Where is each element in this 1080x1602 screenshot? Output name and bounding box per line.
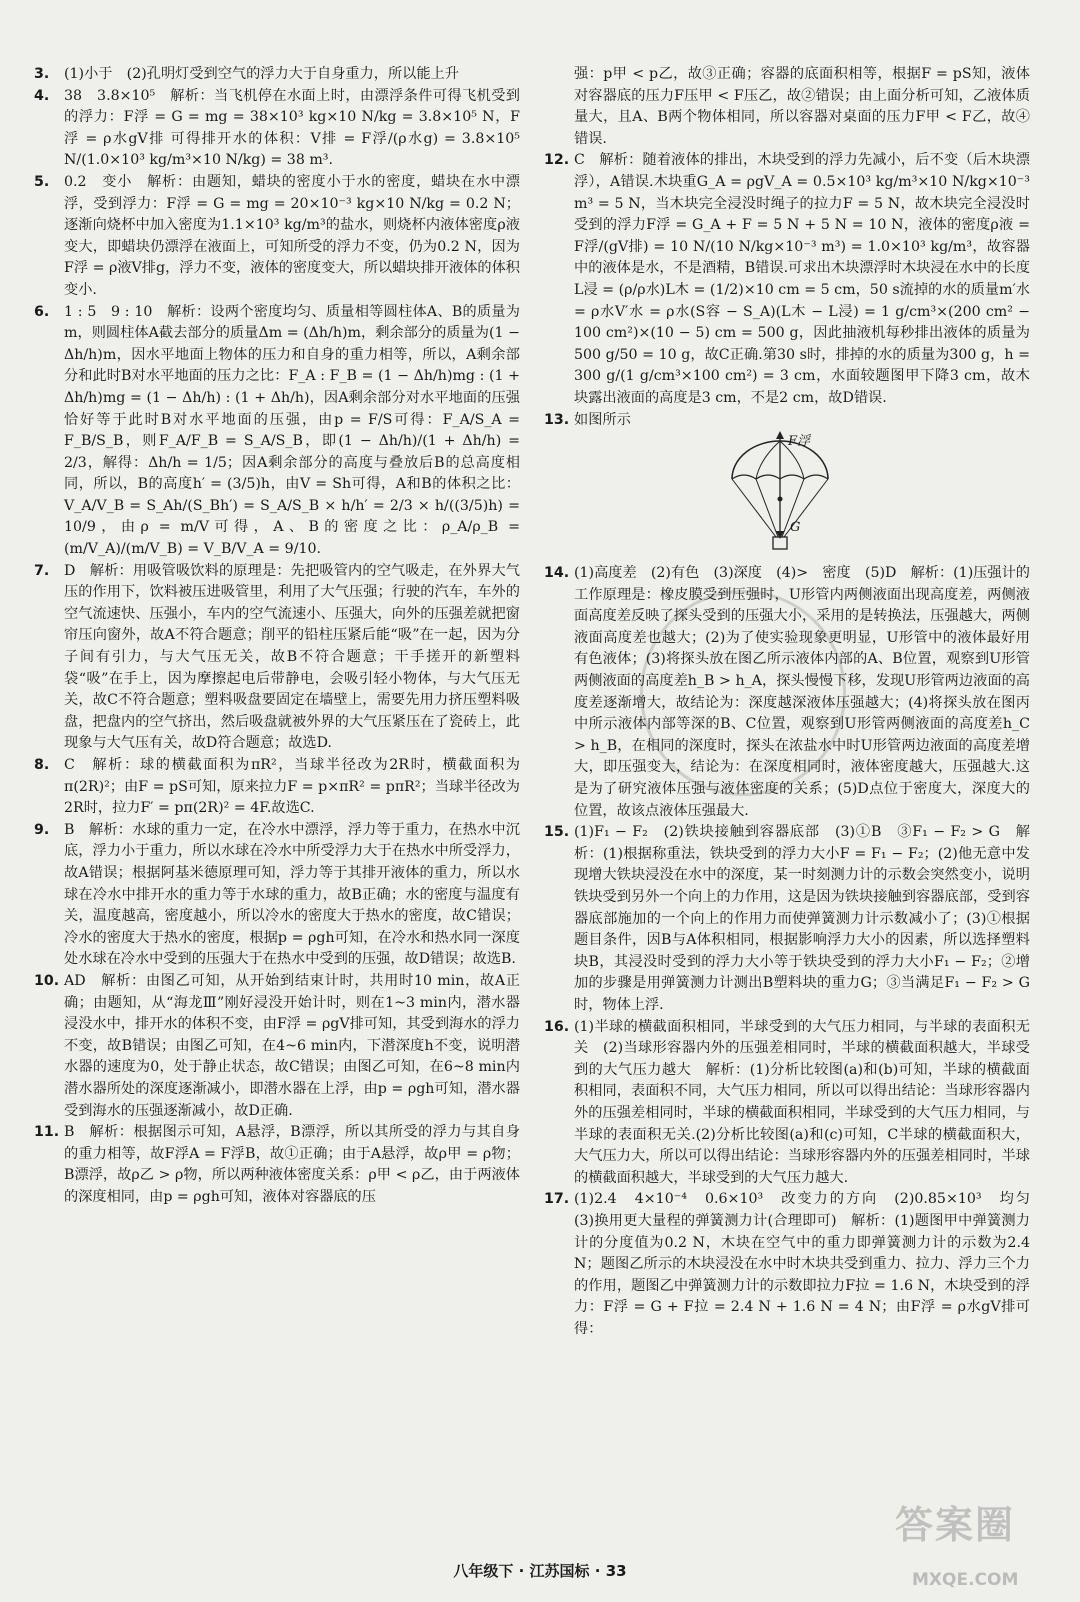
q11-continuation: 强：p甲 < p乙，故③正确；容器的底面积相等，根据F = pS知，液体对容器底的压力F压甲 < F压乙，故②错误；由上面分析可知，乙液体质量大，且A、B两个物体相同，所以容器对桌面的压力F甲 < F乙，故④错误. <box>574 66 1030 147</box>
answer-text: AD 解析：由图乙可知，从开始到结束计时，共用时10 min，故A正确；由题知，从“海龙Ⅲ”刚好浸没开始计时，则在1~3 min内，潜水器浸没水中，排开水的体积不变，由F浮 = ρgV排可知，其受到海水的浮力不变，故B错误；由图乙可知，在4~6 min内，下潜深度h不变，说明潜水器的速度为0，处于静止状态，故C错误；由图乙可知，在6~8 min内潜水器所处的深度逐渐减小，即潜水器在上浮，由p = ρgh可知，潜水器受到海水的压强逐渐减小，故D正确. <box>64 972 520 1119</box>
answer-item <box>540 822 1030 1016</box>
left-column <box>30 64 520 1208</box>
answer-item <box>30 172 520 302</box>
answer-item <box>30 971 520 1122</box>
right-answers <box>540 150 1030 431</box>
answer-item <box>540 1017 1030 1190</box>
answer-text: C 解析：随着液体的排出，木块受到的浮力先减小，后不变（后木块漂浮），A错误.木块重G_A = ρgV_A = 0.5×10³ kg/m³×10 N/kg×10⁻³ m³ = 5 N，当木块完全浸没时绳子的拉力F = 5 N，故木块完全浸没时受到的浮力F浮 = G_A + F = 5 N + 5 N = 10 N，液体的密度ρ液 = F浮/(gV排) = 10 N/(10 N/kg×10⁻³ m³) = 1.0×10³ kg/m³，故容器中的液体是水，不是酒精，B错误.可求出木块漂浮时木块浸在水中的长度L浸 = (ρ/ρ水)L木 = (1/2)×10 cm = 5 cm，50 s流掉的水的质量m′水 = ρ水V′水 = ρ水(S容 − S_A)(L木 − L浸) = 1 g/cm³×(200 cm² − 100 cm²)×(10 − 5) cm = 500 g，因此抽液机每秒排出液体的质量为500 g/50 = 10 g，故C正确.第30 s时，排掉的水的质量为300 g，h = 300 g/(1 g/cm³×100 cm²) = 3 cm，水面较题图甲下降3 cm，故木块露出液面的高度是3 cm，不是2 cm，故D错误. <box>574 152 1030 406</box>
question-number: 11. <box>34 1124 60 1141</box>
answer-text: 如图所示 <box>574 411 631 428</box>
page-footer: 八年级下 · 江苏国标 · 33 <box>453 1562 627 1580</box>
answer-item <box>30 302 520 561</box>
parachute-svg <box>720 431 840 559</box>
parachute-force-diagram <box>540 431 1030 559</box>
question-number: 8. <box>34 757 50 773</box>
answer-item <box>30 755 520 820</box>
canopy-rib <box>756 441 780 479</box>
question-number: 17. <box>544 1191 570 1208</box>
string <box>732 479 776 537</box>
answer-text: B 解析：根据图示可知，A悬浮，B漂浮，所以其所受的浮力与其自身的重力相等，故F浮A = F浮B，故①正确；由于A悬浮，故ρ甲 = ρ物；B漂浮，故ρ乙 > ρ物，所以两种液体密度关系：ρ甲 < ρ乙，由于两液体的深度相同，由p = ρgh可知，液体对容器底的压 <box>64 1124 520 1205</box>
question-number: 9. <box>34 821 50 838</box>
question-number: 16. <box>544 1018 570 1035</box>
question-number: 7. <box>34 562 50 579</box>
answer-text: B 解析：水球的重力一定，在冷水中漂浮，浮力等于重力，在热水中沉底，浮力小于重力，所以水球在冷水中所受浮力大于在热水中所受浮力，故A错误；根据阿基米德原理可知，浮力等于其排开液体的重力，所以水球在冷水中排开水的重力等于水球的重力，故B正确；水的密度与温度有关，温度越高，密度越小，所以冷水的密度大于热水的密度，故C错误；冷水的密度大于热水的密度，根据p = ρgh可知，在冷水和热水同一深度处水球在冷水中受到的压强大于在热水中受到的压强，故D错误；故选B. <box>64 821 520 968</box>
answer-item <box>30 820 520 971</box>
buoyancy-label: F浮 <box>788 434 811 450</box>
answer-item <box>540 1189 1045 1340</box>
string <box>756 479 778 537</box>
answer-item <box>30 1122 520 1208</box>
buoyancy-arrowhead <box>776 431 784 439</box>
answer-item <box>30 86 520 172</box>
answer-text: (1)高度差 (2)有色 (3)深度 (4)> 密度 (5)D 解析：(1)压强计的工作原理是：橡皮膜受到压强时，U形管内两侧液面出现高度差，两侧液面高度差反映了探头受到的压强大小，采用的是转换法，压强越大，两侧液面高度差也越大；(2)为了使实验现象更明显，U形管中的液体最好用有色液体；(3)将探头放在图乙所示液体内部的A、B位置，观察到U形管两侧液面的高度差h_B > h_A，探头慢慢下移，发现U形管两边液面的高度差逐渐增大，故结论为：深度越深液体压强越大；(4)将探头放在图丙中所示液体内部等深的B、C位置，观察到U形管两侧液面的高度差h_C > h_B，在相同的深度时，探头在浓盐水中时U形管两边液面的高度差增大，即压强变大，结论为：在深度相同时，液体密度越大，压强越大.这是为了研究液体压强与液体密度的关系；(5)D点位于密度大，深度大的位置，故该点液体压强最大. <box>574 565 1030 819</box>
answer-text: (1)2.4 4×10⁻⁴ 0.6×10³ 改变力的方向 (2)0.85×10³ 均匀 (3)换用更大量程的弹簧测力计(合理即可) 解析：(1)题图甲中弹簧测力计的分度值为0.2 N，木块在空气中的重力即弹簧测力计的示数为2.4 N；题图乙所示的木块浸没在水中时木块共受到重力、拉力、浮力三个力的作用，题图乙中弹簧测力计的示数即拉力F拉 = 1.6 N，木块受到的浮力：F浮 = G + F拉 = 2.4 N + 1.6 N = 4 N；由F浮 = ρ水gV排可得： <box>574 1191 1045 1337</box>
question-number: 14. <box>544 565 570 582</box>
answer-text: (1)半球的横截面积相同，半球受到的大气压力相同，与半球的表面积无关 (2)当球形容器内外的压强差相同时，半球的横截面积越大，半球受到的大气压力越大 解析：(1)分析比较图(a)和(b)可知，半球的横截面积相同，表面积不同，大气压力相同，所以可以得出结论：当球形容器内外的压强差相同时，半球的横截面积相同，半球受到的大气压力相同，与半球的表面积无关.(2)分析比较图(a)和(c)可知，C半球的横截面积大，大气压力大，所以可以得出结论：当球形容器内外的压强差相同时，半球的横截面积越大，半球受到的大气压力越大. <box>574 1018 1030 1186</box>
answer-item <box>30 561 520 755</box>
answer-text: 38 3.8×10⁵ 解析：当飞机停在水面上时，由漂浮条件可得飞机受到的浮力：F浮 = G = mg = 38×10³ kg×10 N/kg = 3.8×10⁵ N，F浮 = ρ水gV排 可得排开水的体积：V排 = F浮/(ρ水g) = 3.8×10⁵ N/(1.0×10³ kg/m³×10 N/kg) = 38 m³. <box>64 87 520 169</box>
question-number: 6. <box>34 303 50 320</box>
answer-text: (1)小于 (2)孔明灯受到空气的浮力大于自身重力，所以能上升 <box>64 66 459 82</box>
question-number: 5. <box>34 173 50 190</box>
question-number: 4. <box>34 87 50 104</box>
watermark-url: MXQE.COM <box>912 1570 1019 1590</box>
watermark-logo: 答案圈 <box>895 1503 1016 1547</box>
question-number: 3. <box>34 66 50 82</box>
answer-text: (1)F₁ − F₂ (2)铁块接触到容器底部 (3)①B ③F₁ − F₂ > G 解析：(1)根据称重法，铁块受到的浮力大小F = F₁ − F₂；(2)他无意中发现增大铁块浸没在水中的深度，某一时刻测力计的示数会突然变小，说明铁块受到另外一个向上的力作用，这是因为铁块接触到容器底部，受到容器底部施加的一个向上的作用力而使弹簧测力计示数减小了；(3)①根据题目条件，因B与A体积相同，根据影响浮力大小的因素，所以选择塑料块B，其浸没时受到的浮力大小等于铁块受到的浮力大小F₁ − F₂；②增加的步骤是用弹簧测力计测出B塑料块的重力G；③当满足F₁ − F₂ > G时，物体上浮. <box>574 824 1030 1013</box>
force-origin <box>778 497 783 502</box>
answer-item <box>540 410 1030 432</box>
question-number: 10. <box>34 972 60 989</box>
answer-text: D 解析：用吸管吸饮料的原理是：先把吸管内的空气吸走，在外界大气压的作用下，饮料被压进吸管里，利用了大气压强；行驶的汽车，车外的空气流速快、压强小，车内的空气流速小、压强大，向外的压强差就把窗帘压向窗外，故A不符合题意；削平的铅柱压紧后能“吸”在一起，因为分子间有引力，与大气压无关，故B不符合题意；干手搓开的新塑料袋“吸”在手上，因为摩擦起电后带静电，会吸引轻小物体，与大气压无关，故C不符合题意；塑料吸盘要固定在墙壁上，需要先用力挤压塑料吸盘，把盘内的空气挤出，然后吸盘就被外界的大气压紧压在了瓷砖上，此现象与大气压有关，故D符合题意；故选D. <box>64 562 520 752</box>
answer-item <box>540 150 1030 409</box>
answer-text: 0.2 变小 解析：由题知，蜡块的密度小于水的密度，蜡块在水中漂浮，受到浮力：F浮 = G = mg = 20×10⁻³ kg×10 N/kg = 0.2 N；逐渐向烧杯中加入密度为1.1×10³ kg/m³的盐水，则烧杯内液体密度ρ液变大，即蜡块仍漂浮在液面上，可知所受的浮力不变，仍为0.2 N，因为F浮 = ρ液V排g，浮力不变，液体的密度变大，所以蜡块排开液体的体积变小. <box>64 173 520 298</box>
question-number: 15. <box>544 824 570 841</box>
gravity-label: G <box>790 520 801 536</box>
answer-item <box>30 64 520 86</box>
question-number: 12. <box>544 152 570 169</box>
answer-text: 1 : 5 9 : 10 解析：设两个密度均匀、质量相等圆柱体A、B的质量为m，则圆柱体A截去部分的质量Δm = (Δh/h)m，剩余部分的质量为(1 − Δh/h)m，因水平地面上物体的压力和自身的重力相等，所以，A剩余部分和此时B对水平地面的压力之比：F_A : F_B = (1 − Δh/h)mg : (1 + Δh/h)mg = (1 − Δh/h) : (1 + Δh/h)，因A剩余部分对水平地面的压强恰好等于此时B对水平地面的压强，由p = F/S可得：F_A/S_A = F_B/S_B，则F_A/F_B = S_A/S_B，即(1 − Δh/h)/(1 + Δh/h) = 2/3，解得：Δh/h = 1/5；因A剩余部分的高度与叠放后B的总高度相同，所以，B的高度h′ = (3/5)h，由V = Sh可得，A和B的体积之比：V_A/V_B = S_Ah/(S_Bh′) = S_A/S_B × h/h′ = 2/3 × h/((3/5)h) = 10/9，由ρ = m/V可得，A、B的密度之比：ρ_A/ρ_B = (m/V_A)/(m/V_B) = V_B/V_A = 9/10. <box>64 303 520 558</box>
question-number: 13. <box>544 411 570 428</box>
answer-text: C 解析：球的横截面积为πR²，当球半径改为2R时，横截面积为π(2R)²；由F = pS可知，原来拉力F = p×πR² = pπR²；当球半径改为2R时，拉力F′ = pπ(2R)² = 4F.故选C. <box>64 757 520 817</box>
